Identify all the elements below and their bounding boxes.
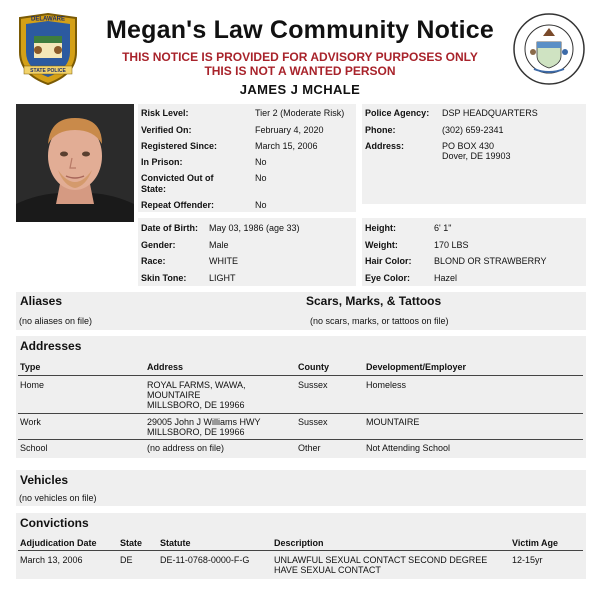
vehicles-empty: (no vehicles on file) (19, 493, 97, 503)
vehicles-title: Vehicles (20, 473, 69, 487)
aliases-empty: (no aliases on file) (19, 316, 93, 326)
race-label: Race: (141, 256, 166, 266)
address-row-line3: MILLSBORO, DE 19966 (147, 400, 245, 410)
in-prison-value: No (255, 157, 267, 167)
repeat-offender-label: Repeat Offender: (141, 200, 215, 210)
skin-tone-value: LIGHT (209, 273, 236, 283)
scars-empty: (no scars, marks, or tattoos on file) (310, 316, 449, 326)
address-row-line1: (no address on file) (147, 443, 225, 453)
state-police-badge-logo (16, 12, 80, 86)
dob-label: Date of Birth: (141, 223, 198, 233)
convicted-out-label: Convicted Out of State: (141, 173, 214, 194)
phone-label: Phone: (365, 125, 396, 135)
verified-on-value: February 4, 2020 (255, 125, 324, 135)
address-row-county: Sussex (298, 417, 328, 427)
conviction-row-statute: DE-11-0768-0000-F-G (160, 555, 250, 565)
address-row-type: Home (20, 380, 45, 390)
vehicles-section (16, 470, 586, 506)
address-row-line2: MOUNTAIRE (147, 390, 201, 400)
badge-text-top: DELAWARE (30, 16, 66, 23)
phone-value: (302) 659-2341 (442, 125, 504, 135)
conviction-row-description-1: UNLAWFUL SEXUAL CONTACT SECOND DEGREE (274, 555, 488, 565)
convictions-header-date: Adjudication Date (20, 538, 97, 548)
address-label: Address: (365, 141, 405, 151)
address-line-2: Dover, DE 19903 (442, 151, 511, 161)
addresses-header-divider (18, 375, 583, 376)
repeat-offender-value: No (255, 200, 267, 210)
advisory-line-1: THIS NOTICE IS PROVIDED FOR ADVISORY PURPOSES ONLY (122, 50, 478, 64)
personal-panel-left (138, 218, 356, 286)
convictions-header-statute: Statute (160, 538, 191, 548)
conviction-row-date: March 13, 2006 (20, 555, 83, 565)
convictions-section (16, 513, 586, 579)
conviction-row-state: DE (120, 555, 133, 565)
eye-color-value: Hazel (434, 273, 458, 283)
gender-value: Male (209, 240, 229, 250)
convictions-header-victim-age: Victim Age (512, 538, 559, 548)
personal-panel-right (362, 218, 586, 286)
verified-on-label: Verified On: (141, 125, 192, 135)
notice-header (0, 0, 602, 100)
risk-level-value: Tier 2 (Moderate Risk) (255, 108, 345, 118)
address-row-line2: MILLSBORO, DE 19966 (147, 427, 245, 437)
conviction-row-description-2: HAVE SEXUAL CONTACT (274, 565, 381, 575)
race-value: WHITE (209, 256, 238, 266)
page-title: Megan's Law Community Notice (106, 16, 494, 44)
addresses-header-type: Type (20, 362, 41, 372)
weight-label: Weight: (365, 240, 398, 250)
height-value: 6' 1" (434, 223, 452, 233)
conviction-row-victim-age: 12-15yr (512, 555, 543, 565)
address-row-line1: 29005 John J Williams HWY (147, 417, 261, 427)
registration-panel (138, 104, 356, 212)
registered-since-value: March 15, 2006 (255, 141, 318, 151)
addresses-header-address: Address (147, 362, 184, 372)
advisory-line-2: THIS IS NOT A WANTED PERSON (204, 64, 396, 78)
address-row-line1: ROYAL FARMS, WAWA, (147, 380, 246, 390)
address-row-type: School (20, 443, 48, 453)
aliases-title: Aliases (20, 294, 63, 308)
badge-text-bottom: STATE POLICE (30, 68, 66, 74)
gender-label: Gender: (141, 240, 176, 250)
police-agency-value: DSP HEADQUARTERS (442, 108, 538, 118)
convictions-header-state: State (120, 538, 143, 548)
addresses-title: Addresses (20, 339, 82, 353)
address-row-county: Other (298, 443, 321, 453)
addresses-section (16, 336, 586, 458)
address-row-divider (18, 413, 583, 414)
skin-tone-label: Skin Tone: (141, 273, 187, 283)
address-row-county: Sussex (298, 380, 328, 390)
in-prison-label: In Prison: (141, 157, 183, 167)
convictions-header-divider (18, 550, 583, 551)
address-row-employer: MOUNTAIRE (366, 417, 420, 427)
delaware-state-seal-logo (512, 12, 586, 86)
addresses-header-county: County (298, 362, 329, 372)
dob-value: May 03, 1986 (age 33) (209, 223, 300, 233)
convictions-header-description: Description (274, 538, 324, 548)
risk-level-label: Risk Level: (141, 108, 189, 118)
eye-color-label: Eye Color: (365, 273, 411, 283)
address-row-divider (18, 439, 583, 440)
address-row-type: Work (20, 417, 41, 427)
aliases-scars-section (16, 292, 586, 330)
police-agency-label: Police Agency: (365, 108, 430, 118)
height-label: Height: (365, 223, 396, 233)
scars-title: Scars, Marks, & Tattoos (306, 294, 442, 308)
police-agency-panel (362, 104, 586, 204)
addresses-header-employer: Development/Employer (366, 362, 467, 372)
hair-color-label: Hair Color: (365, 256, 412, 266)
weight-value: 170 LBS (434, 240, 469, 250)
convictions-title: Convictions (20, 516, 89, 530)
offender-photo (16, 104, 134, 222)
hair-color-value: BLOND OR STRAWBERRY (434, 256, 547, 266)
address-row-employer: Not Attending School (366, 443, 451, 453)
address-row-employer: Homeless (366, 380, 407, 390)
registered-since-label: Registered Since: (141, 141, 218, 151)
address-line-1: PO BOX 430 (442, 141, 495, 151)
person-name: JAMES J MCHALE (239, 82, 361, 97)
convicted-out-value: No (255, 173, 267, 183)
